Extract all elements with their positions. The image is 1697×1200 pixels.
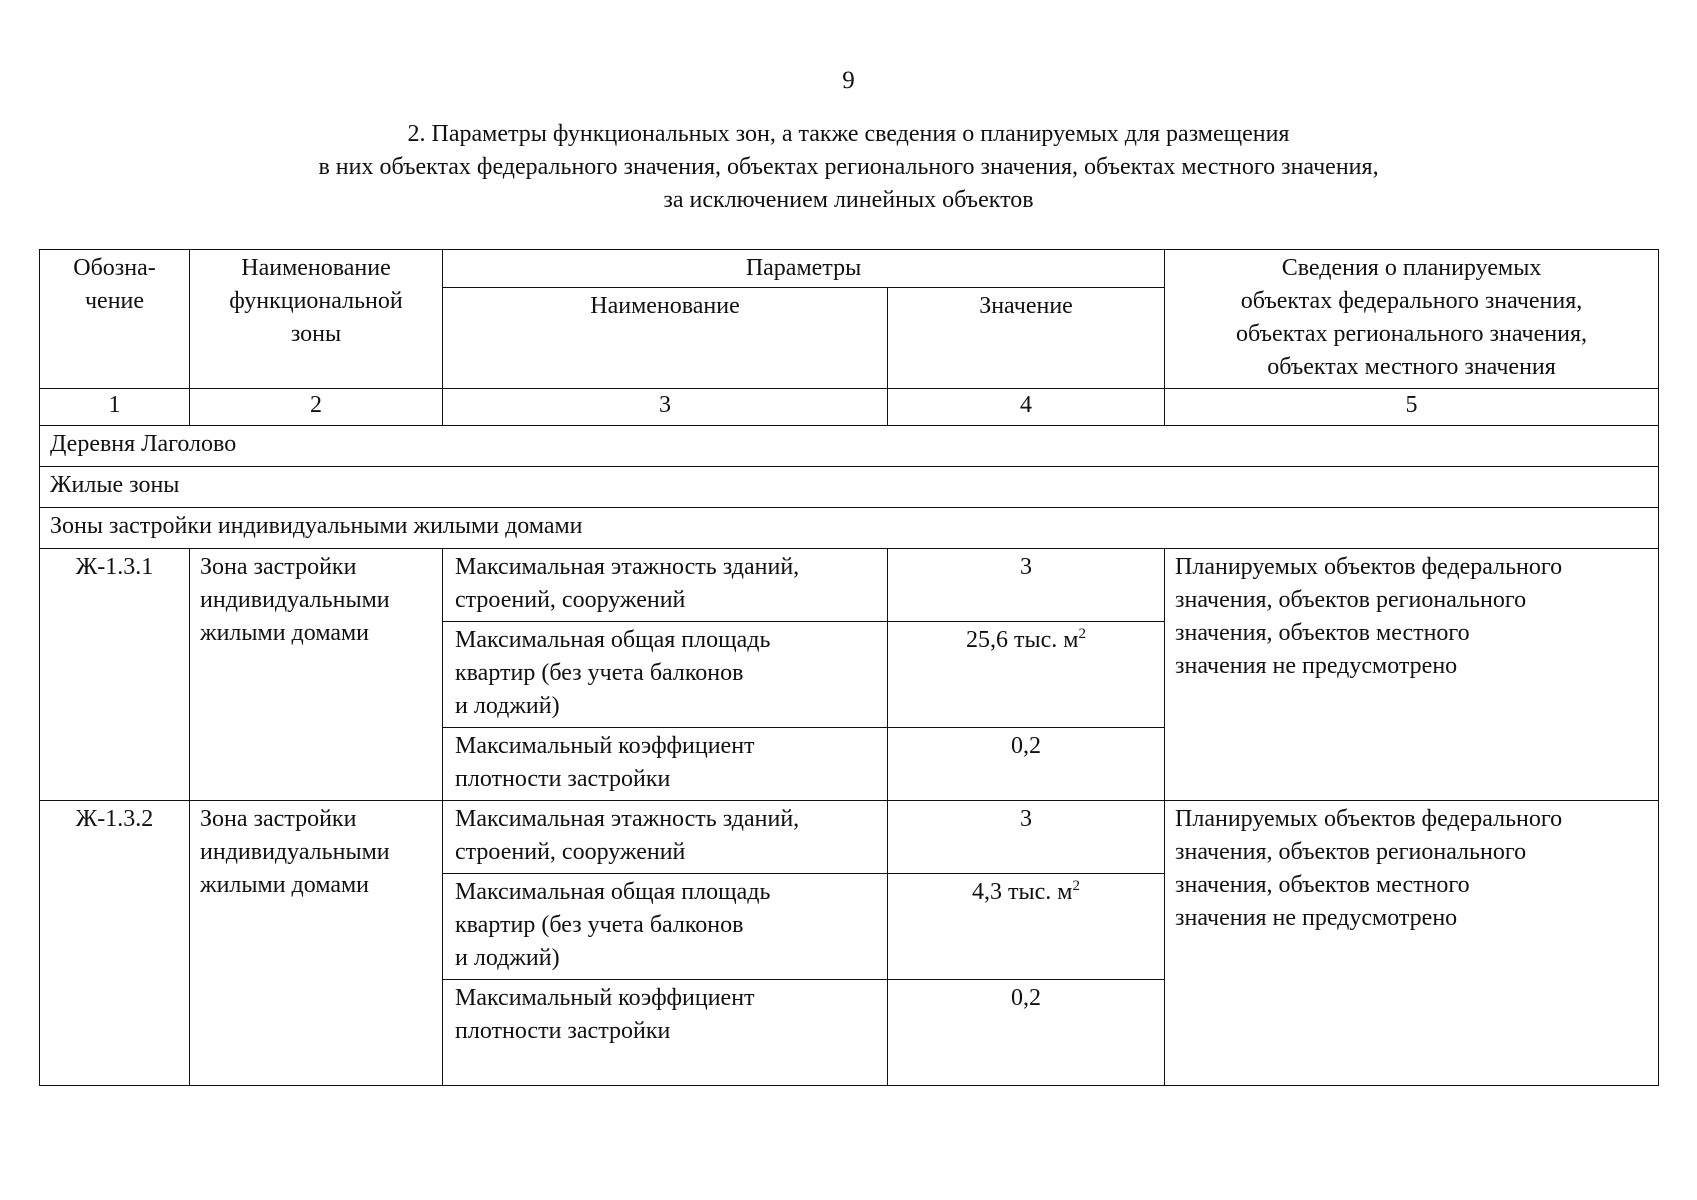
- header-param-name: Наименование: [443, 288, 888, 389]
- param-name: Максимальный коэффициент плотности застройки: [443, 980, 888, 1086]
- param-value: 0,2: [888, 980, 1165, 1086]
- param-value: 3: [888, 801, 1165, 874]
- param-name: Максимальная общая площадь квартир (без учета балконов и лоджий): [443, 874, 888, 980]
- param-name: Максимальная этажность зданий, строений, сооружений: [443, 549, 888, 622]
- zone-code: Ж-1.3.2: [40, 801, 190, 1086]
- header-parameters: Параметры: [443, 250, 1165, 288]
- title-line: в них объектах федерального значения, объектах регионального значения, объектах местного значения,: [318, 154, 1379, 180]
- header-info: Сведения о планируемых объектах федерального значения, объектах регионального значения, объектах местного значения: [1165, 250, 1659, 389]
- section-zone-type: Зоны застройки индивидуальными жилыми домами: [40, 508, 1659, 549]
- column-number: 4: [888, 389, 1165, 426]
- param-name: Максимальная общая площадь квартир (без учета балконов и лоджий): [443, 622, 888, 728]
- zone-name: Зона застройки индивидуальными жилыми домами: [190, 549, 443, 801]
- param-value: 25,6 тыс. $м^2$: [888, 622, 1165, 728]
- column-numbers-row: [40, 389, 1659, 426]
- table-row: [40, 549, 1659, 622]
- header-designation: Обозна- чение: [40, 250, 190, 389]
- param-name: Максимальный коэффициент плотности застройки: [443, 728, 888, 801]
- param-name: Максимальная этажность зданий, строений, сооружений: [443, 801, 888, 874]
- section-row: [40, 467, 1659, 508]
- column-number: 3: [443, 389, 888, 426]
- section-row: [40, 508, 1659, 549]
- section-settlement: Деревня Лаголово: [40, 426, 1659, 467]
- page-title: [150, 118, 1547, 217]
- zone-code: Ж-1.3.1: [40, 549, 190, 801]
- column-number: 5: [1165, 389, 1659, 426]
- title-line: 2. Параметры функциональных зон, а также сведения о планируемых для размещения: [407, 121, 1290, 147]
- header-zone-name: Наименование функциональной зоны: [190, 250, 443, 389]
- zone-info: Планируемых объектов федерального значения, объектов регионального значения, объектов местного значения не предусмотрено: [1165, 801, 1659, 1086]
- param-value: 0,2: [888, 728, 1165, 801]
- param-value: 4,3 тыс. $м^2$: [888, 874, 1165, 980]
- table-row: [40, 801, 1659, 874]
- section-zone-group: Жилые зоны: [40, 467, 1659, 508]
- param-value: 3: [888, 549, 1165, 622]
- zones-parameters-table: [39, 249, 1659, 1086]
- table-header-row: [40, 250, 1659, 288]
- header-param-value: Значение: [888, 288, 1165, 389]
- column-number: 2: [190, 389, 443, 426]
- column-number: 1: [40, 389, 190, 426]
- zone-name: Зона застройки индивидуальными жилыми домами: [190, 801, 443, 1086]
- section-row: [40, 426, 1659, 467]
- page-number: 9: [842, 67, 855, 94]
- title-line: за исключением линейных объектов: [663, 187, 1034, 213]
- zone-info: Планируемых объектов федерального значения, объектов регионального значения, объектов местного значения не предусмотрено: [1165, 549, 1659, 801]
